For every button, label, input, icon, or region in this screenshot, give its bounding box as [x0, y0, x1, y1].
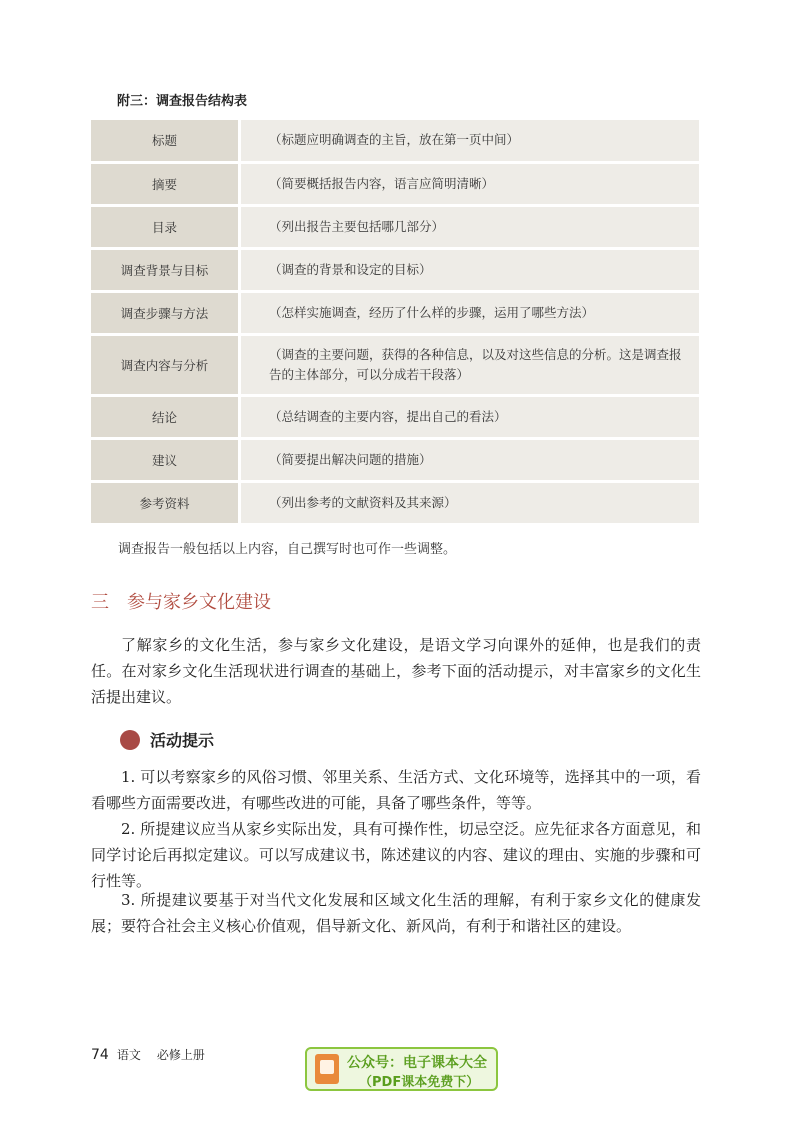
row-description: （调查的主要问题，获得的各种信息，以及对这些信息的分析。这是调查报告的主体部分，可以分成若干段落） [240, 334, 700, 395]
row-description: （列出参考的文献资料及其来源） [240, 481, 700, 524]
tip-item: 3. 所提建议要基于对当代文化发展和区域文化生活的理解，有利于家乡文化的健康发展；要符合社会主义核心价值观，倡导新文化、新风尚，有利于和谐社区的建设。 [91, 891, 701, 935]
row-description: （总结调查的主要内容，提出自己的看法） [240, 395, 700, 438]
row-label: 结论 [91, 395, 240, 438]
row-label: 标题 [91, 120, 240, 162]
bullet-dot-icon [120, 730, 140, 750]
intro-paragraph: 了解家乡的文化生活，参与家乡文化建设，是语文学习向课外的延伸，也是我们的责任。在对家乡文化生活现状进行调查的基础上，参考下面的活动提示，对丰富家乡的文化生活提出建议。 [91, 636, 701, 706]
row-description: （简要概括报告内容，语言应简明清晰） [240, 162, 700, 205]
report-structure-table [91, 120, 699, 526]
table-row [91, 205, 699, 248]
row-label: 目录 [91, 205, 240, 248]
table-row [91, 291, 699, 334]
page-number: 74 [91, 1047, 109, 1063]
page-footer [91, 1046, 205, 1063]
table-row [91, 481, 699, 524]
badge-line1: 公众号：电子课本大全 [347, 1055, 487, 1071]
watermark-badge [305, 1047, 498, 1091]
row-label: 建议 [91, 438, 240, 481]
badge-line2: （PDF课本免费下） [359, 1075, 480, 1090]
table-row [91, 395, 699, 438]
table-row [91, 120, 699, 162]
table-row [91, 162, 699, 205]
row-label: 摘要 [91, 162, 240, 205]
book-icon [315, 1054, 339, 1084]
row-description: （怎样实施调查，经历了什么样的步骤，运用了哪些方法） [240, 291, 700, 334]
row-label: 调查内容与分析 [91, 334, 240, 395]
row-label: 调查背景与目标 [91, 248, 240, 291]
row-label: 调查步骤与方法 [91, 291, 240, 334]
table-note: 调查报告一般包括以上内容，自己撰写时也可作一些调整。 [118, 542, 457, 557]
row-description: （列出报告主要包括哪几部分） [240, 205, 700, 248]
tips-header [120, 728, 214, 751]
table-row [91, 248, 699, 291]
section-heading [91, 588, 271, 614]
tips-title: 活动提示 [150, 731, 215, 750]
row-description: （标题应明确调查的主旨，放在第一页中间） [240, 120, 700, 162]
row-description: （调查的背景和设定的目标） [240, 248, 700, 291]
row-label: 参考资料 [91, 481, 240, 524]
section-number: 三 [91, 592, 109, 613]
appendix-title: 附三：调查报告结构表 [117, 94, 248, 109]
tip-item: 2. 所提建议应当从家乡实际出发，具有可操作性，切忌空泛。应先征求各方面意见，和同学讨论后再拟定建议。可以写成建议书，陈述建议的内容、建议的理由、实施的步骤和可行性等。 [91, 820, 701, 890]
row-description: （简要提出解决问题的措施） [240, 438, 700, 481]
table-row [91, 438, 699, 481]
table-row [91, 334, 699, 395]
footer-volume: 必修上册 [156, 1048, 205, 1062]
footer-subject: 语文 [116, 1048, 141, 1062]
tip-item: 1. 可以考察家乡的风俗习惯、邻里关系、生活方式、文化环境等，选择其中的一项，看看哪些方面需要改进，有哪些改进的可能，具备了哪些条件，等等。 [91, 768, 701, 812]
section-title: 参与家乡文化建设 [127, 592, 271, 613]
